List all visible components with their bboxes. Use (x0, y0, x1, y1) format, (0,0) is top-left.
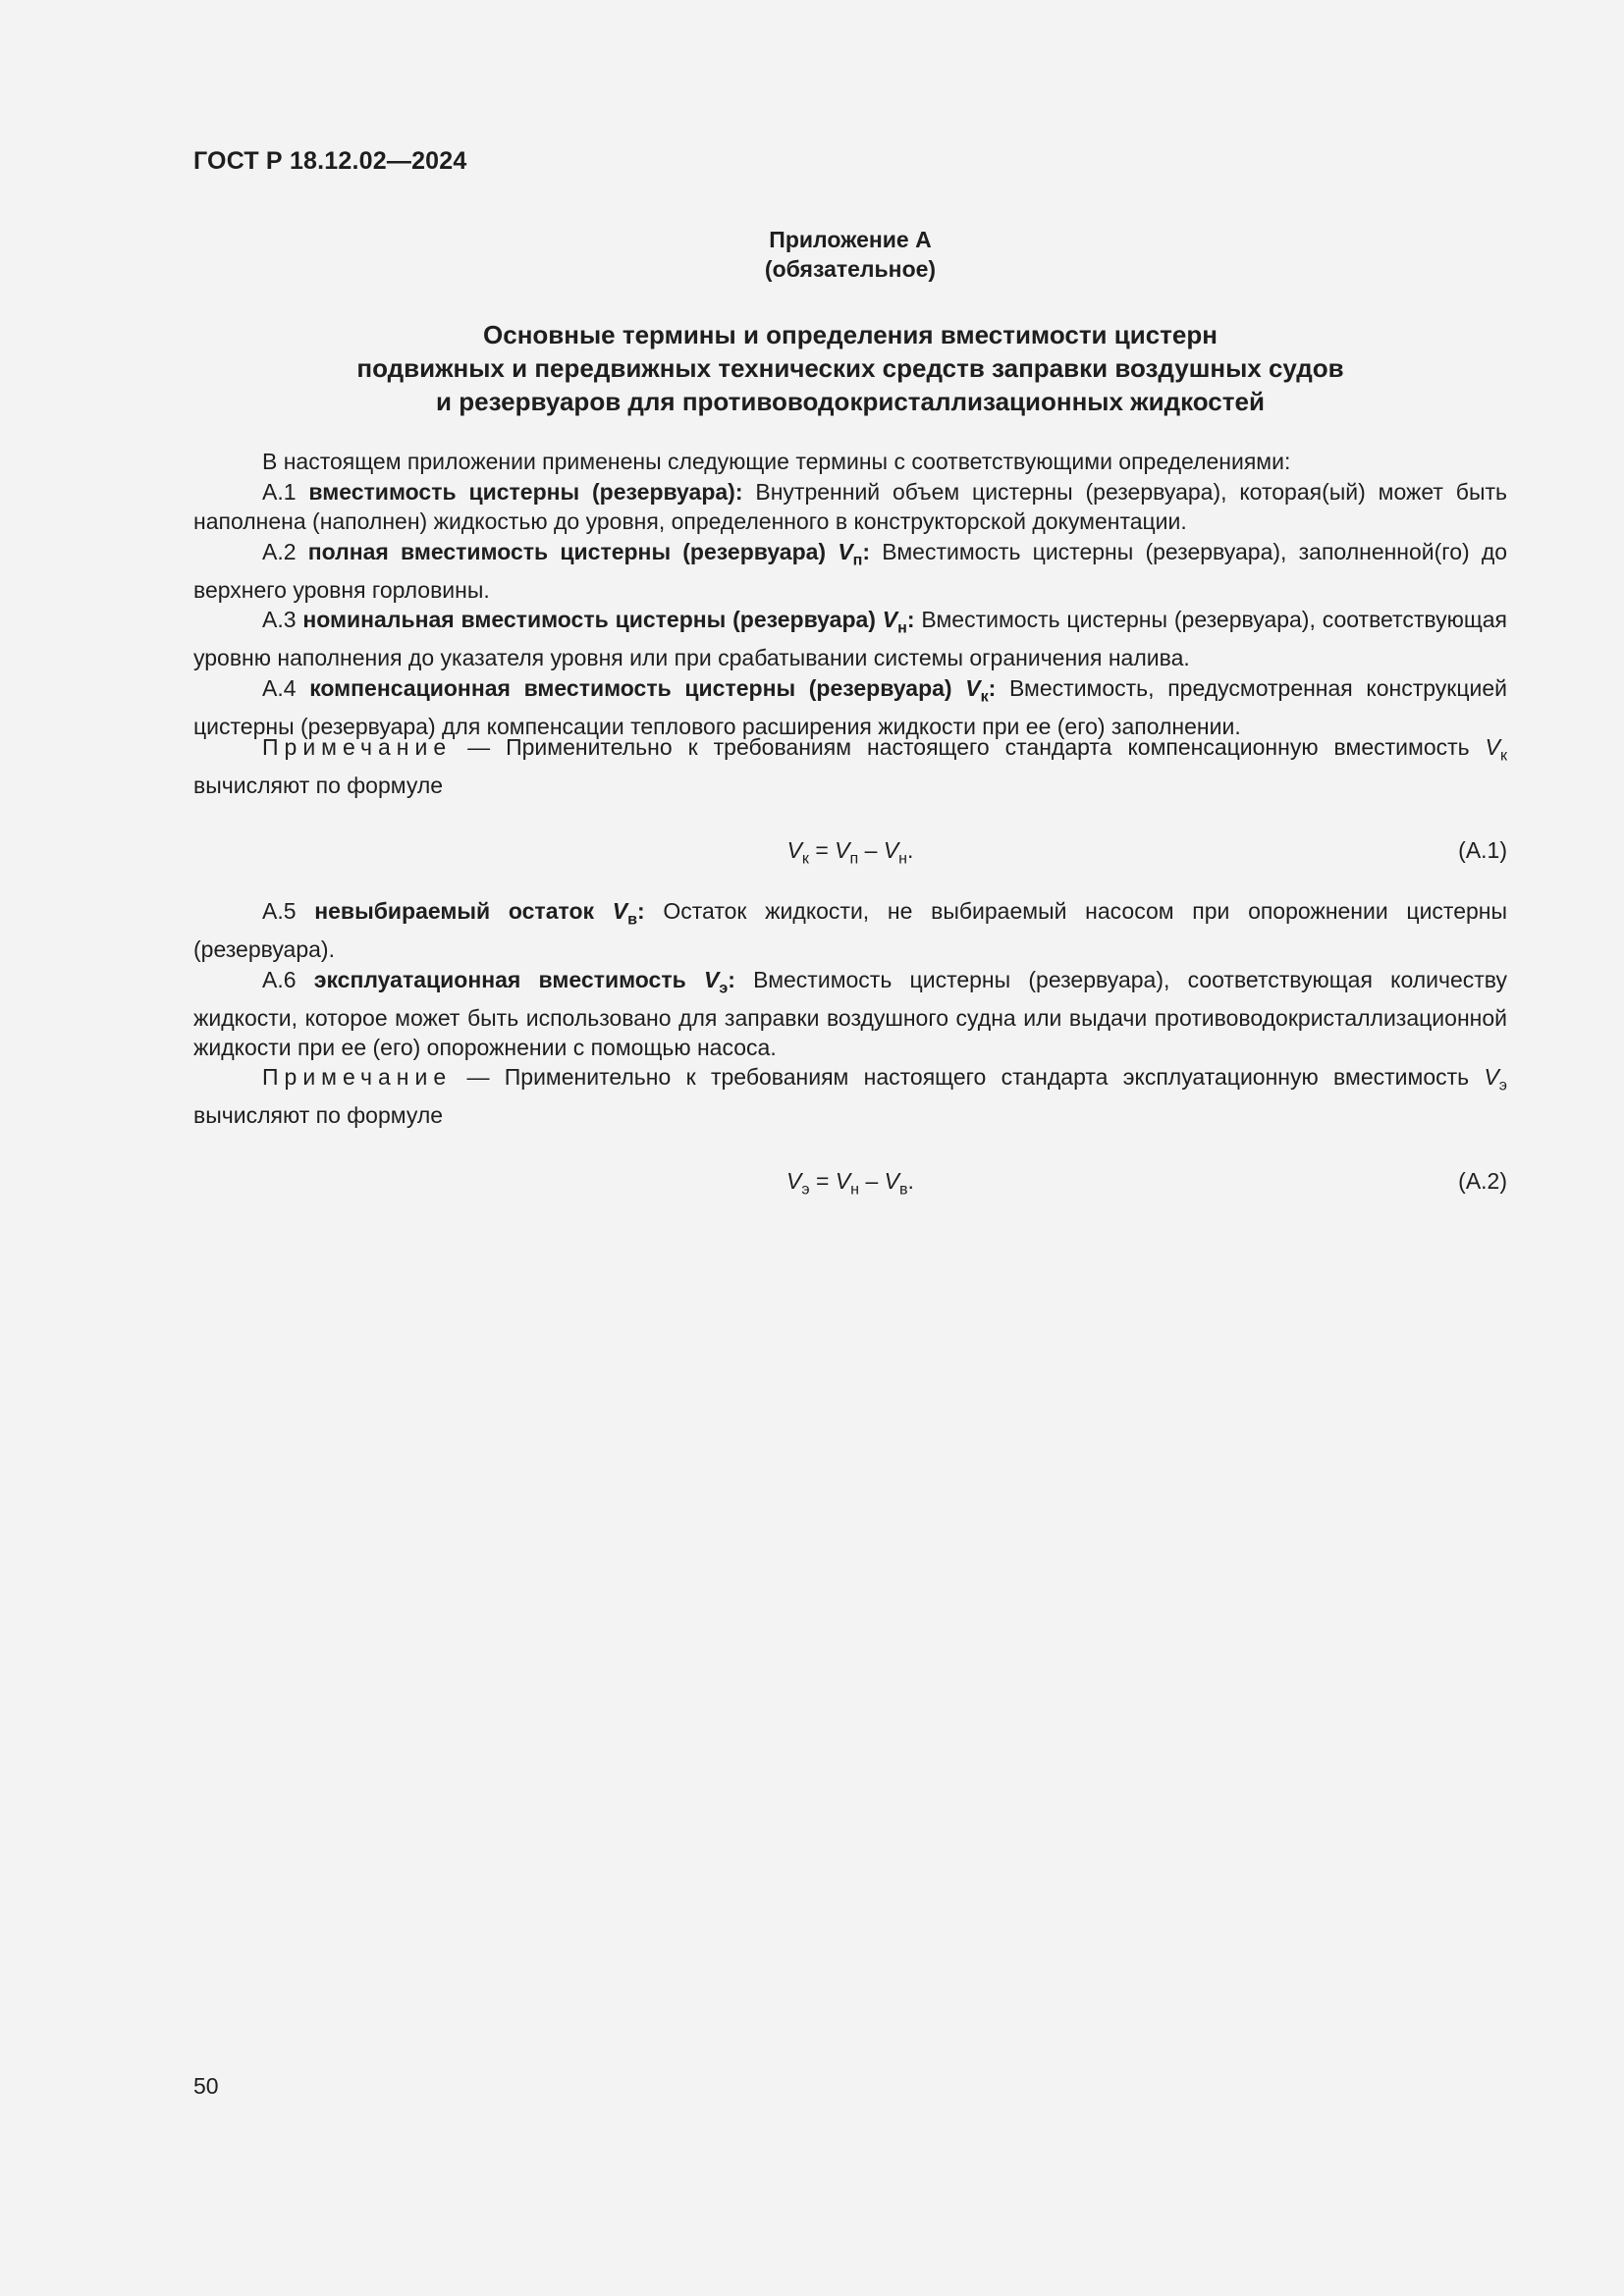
appendix-label: Приложение А (769, 227, 932, 252)
term-name: номинальная вместимость цистерны (резервуара) $V_н$: (302, 607, 915, 637)
term-definition: Внутренний объем цистерны (резервуара), которая(ый) может быть наполнена (наполнен) жидкостью до уровня, определенного в конструкторской документации. (193, 478, 1508, 534)
term-name: эксплуатационная вместимость $V_э$: (313, 966, 735, 997)
appendix-title-line: подвижных и передвижных технических средств заправки воздушных судов (356, 353, 1344, 383)
term-symbol: V (965, 674, 981, 701)
note-symbol: V (1485, 734, 1500, 760)
term-symbol-sub: к (980, 687, 989, 706)
term-name: невыбираемый остаток $V_в$: (314, 898, 645, 929)
term-number: А.6 (262, 966, 297, 992)
appendix-status: (обязательное) (764, 256, 937, 282)
note-label: Примечание (262, 1064, 453, 1090)
term-number: А.2 (262, 538, 297, 564)
term-a6 (193, 965, 1507, 1063)
note-text: — Применительно к требованиям настоящего стандарта эксплуатационную вместимость (452, 1064, 1485, 1090)
term-name: вместимость цистерны (резервуара): (308, 478, 743, 505)
formula-a1 (193, 834, 1507, 866)
term-name: полная вместимость цистерны (резервуара) $V_п$: (307, 538, 871, 569)
term-a5 (193, 896, 1507, 965)
term-symbol-sub: н (897, 618, 907, 637)
note-label: Примечание (262, 734, 453, 760)
appendix-heading (193, 225, 1507, 284)
term-name: компенсационная вместимость цистерны (резервуара) $V_к$: (309, 674, 997, 706)
term-symbol: V (882, 607, 898, 633)
term-definition: Вместимость цистерны (резервуара), соответствующая уровню наполнения до указателя уровня или при срабатывании системы ограничения налива. (193, 607, 1508, 671)
note-symbol: V (1484, 1064, 1499, 1090)
term-a1 (193, 477, 1507, 537)
term-symbol-sub: э (719, 979, 729, 997)
formula-number: (А.1) (1458, 837, 1507, 863)
term-number: А.1 (262, 478, 297, 505)
term-number: А.5 (262, 898, 297, 924)
document-header: ГОСТ Р 18.12.02—2024 (193, 147, 467, 175)
note-1 (193, 732, 1507, 801)
term-a2 (193, 537, 1507, 606)
note-symbol-sub: к (1499, 746, 1507, 765)
terms-block-1 (193, 447, 1507, 741)
formula-expression: $V_к = V_п - V_н$. (786, 837, 914, 868)
formula-expression: $V_э = V_н - V_в$. (786, 1168, 914, 1199)
term-definition: Вместимость, предусмотренная конструкцией цистерны (резервуара) для компенсации теплового расширения жидкости при ее (его) заполнении. (193, 674, 1508, 739)
term-symbol-sub: в (627, 910, 637, 929)
term-definition: Остаток жидкости, не выбираемый насосом при опорожнении цистерны (резервуара). (193, 898, 1508, 963)
term-a3 (193, 605, 1507, 673)
term-a4 (193, 673, 1507, 742)
term-number: А.3 (262, 607, 297, 633)
formula-number: (А.2) (1458, 1168, 1507, 1194)
terms-block-2 (193, 896, 1507, 1063)
term-symbol: V (838, 538, 853, 564)
formula-a2 (193, 1165, 1507, 1197)
term-symbol: V (612, 898, 628, 924)
appendix-title-line: и резервуаров для противоводокристаллизационных жидкостей (436, 387, 1265, 416)
term-definition: Вместимость цистерны (резервуара), соответствующая количеству жидкости, которое может быть использовано для заправки воздушного судна или выдачи противоводокристаллизационной жидкости при ее (его) опорожнении с помощью насоса. (193, 966, 1508, 1061)
note-2 (193, 1062, 1507, 1131)
intro-paragraph: В настоящем приложении применены следующие термины с соответствующими определениями: (262, 449, 1291, 474)
note-symbol-sub: э (1498, 1076, 1507, 1095)
appendix-title (193, 318, 1507, 418)
note-text: — Применительно к требованиям настоящего стандарта компенсационную вместимость (452, 734, 1486, 760)
page-number: 50 (193, 2073, 219, 2099)
term-symbol-sub: п (852, 551, 863, 569)
term-symbol: V (703, 966, 720, 992)
term-definition: Вместимость цистерны (резервуара), заполненной(го) до верхнего уровня горловины. (193, 538, 1508, 603)
term-number: А.4 (262, 674, 297, 701)
note-tail: вычисляют по формуле (193, 1102, 444, 1129)
note-tail: вычисляют по формуле (193, 773, 444, 799)
appendix-title-line: Основные термины и определения вместимости цистерн (483, 320, 1218, 349)
